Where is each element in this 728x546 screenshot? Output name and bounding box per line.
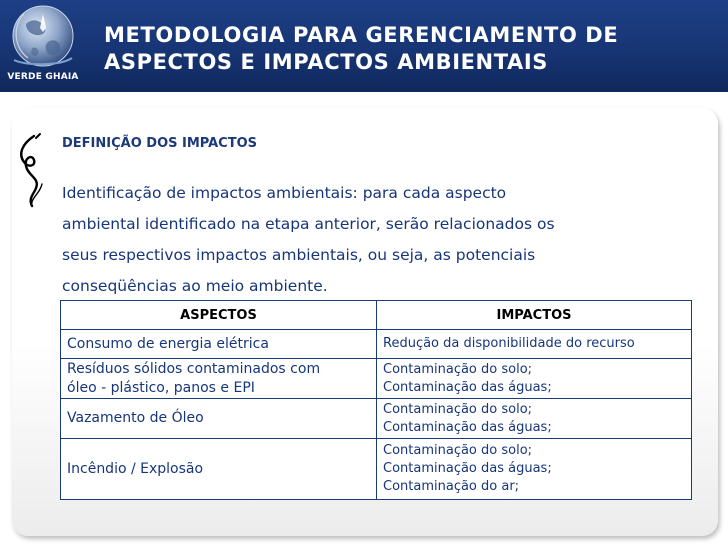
page-title-line-2: ASPECTOS E IMPACTOS AMBIENTAIS [104,50,549,74]
aspect-cell [61,359,377,399]
logo-text: VERDE GHAIA [7,72,79,82]
aspect-cell [61,399,377,439]
aspect-line: Consumo de energia elétrica [67,335,269,352]
impacts-cell [377,439,692,500]
aspects-impacts-table [60,300,692,500]
intro-paragraph [62,178,702,302]
globe-logo-icon [2,2,84,74]
impact-line: Redução da disponibilidade do recurso [383,336,635,351]
aspect-line: Resíduos sólidos contaminados com [67,360,321,377]
intro-line: conseqüências ao meio ambiente. [62,277,328,295]
section-title: DEFINIÇÃO DOS IMPACTOS [62,136,258,151]
table-header-row [61,301,692,330]
impact-line: Contaminação do solo; [383,443,533,458]
impacts-cell [377,399,692,439]
impacts-cell [377,359,692,399]
intro-line: seus respectivos impactos ambientais, ou seja, as potenciais [62,246,536,264]
verde-ghaia-logo [2,2,84,88]
page-title [104,22,714,76]
impact-line: Contaminação do ar; [383,479,520,494]
column-header-aspects: ASPECTOS [61,301,377,330]
impact-line: Contaminação das águas; [383,461,552,476]
column-header-impacts: IMPACTOS [377,301,692,330]
table-row [61,399,692,439]
impact-line: Contaminação do solo; [383,361,533,377]
calligraphy-flourish-icon [14,132,48,210]
page-title-line-1: METODOLOGIA PARA GERENCIAMENTO DE [104,23,619,47]
aspect-line: Vazamento de Óleo [67,410,204,426]
impacts-cell [377,330,692,359]
aspect-cell [61,439,377,500]
aspect-line: óleo - plástico, panos e EPI [67,379,255,396]
intro-line: Identificação de impactos ambientais: para cada aspecto [62,184,507,202]
impact-line: Contaminação das águas; [383,419,552,435]
aspect-cell [61,330,377,359]
table-row [61,439,692,500]
table-row [61,359,692,399]
header-banner [0,0,728,92]
impact-line: Contaminação das águas; [383,379,552,395]
aspect-line: Incêndio / Explosão [67,460,204,477]
table-row [61,330,692,359]
impact-line: Contaminação do solo; [383,401,533,417]
intro-line: ambiental identificado na etapa anterior, serão relacionados os [62,215,555,233]
